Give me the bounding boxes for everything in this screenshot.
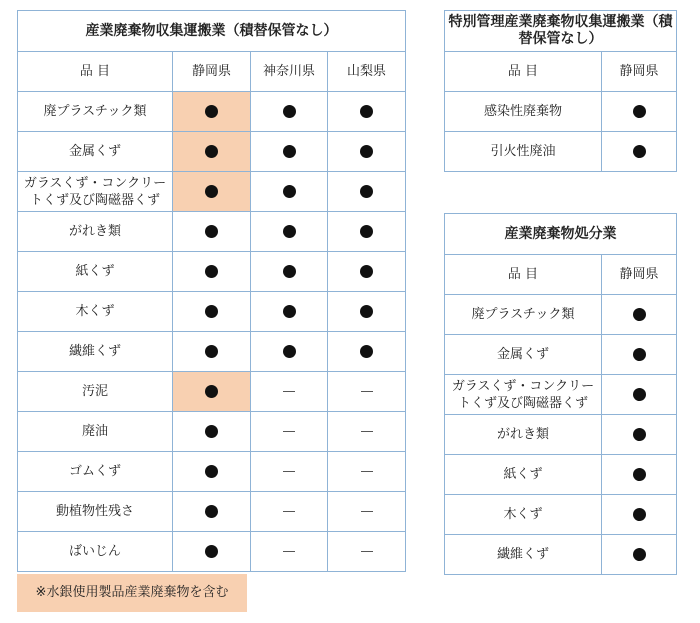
table-row	[18, 332, 406, 372]
table-row	[445, 495, 677, 535]
permitted-dot-icon	[205, 225, 218, 238]
availability-cell	[602, 132, 677, 172]
permitted-dot-icon	[360, 345, 373, 358]
availability-cell	[328, 292, 406, 332]
table-row	[445, 415, 677, 455]
not-permitted-dash-icon	[283, 391, 295, 392]
availability-cell	[251, 292, 328, 332]
item-name: 繊維くず	[445, 535, 602, 575]
item-name: 引火性廃油	[445, 132, 602, 172]
column-header-shizuoka: 静岡県	[173, 52, 251, 92]
item-name: 金属くず	[445, 335, 602, 375]
permitted-dot-icon	[283, 345, 296, 358]
not-permitted-dash-icon	[361, 551, 373, 552]
not-permitted-dash-icon	[283, 551, 295, 552]
permitted-dot-icon	[205, 505, 218, 518]
availability-cell	[328, 132, 406, 172]
availability-cell	[602, 375, 677, 415]
availability-cell	[328, 412, 406, 452]
table-row	[18, 252, 406, 292]
item-name: ガラスくず・コンクリートくず及び陶磁器くず	[18, 172, 173, 212]
availability-cell	[173, 292, 251, 332]
table-row	[18, 412, 406, 452]
item-name: 廃プラスチック類	[18, 92, 173, 132]
permitted-dot-icon	[205, 345, 218, 358]
availability-cell	[602, 335, 677, 375]
table-row	[445, 535, 677, 575]
table-row	[18, 492, 406, 532]
availability-cell	[602, 455, 677, 495]
availability-cell	[328, 252, 406, 292]
availability-cell	[251, 412, 328, 452]
item-name: ガラスくず・コンクリートくず及び陶磁器くず	[445, 375, 602, 415]
availability-cell	[173, 132, 251, 172]
table-title: 産業廃棄物処分業	[445, 214, 677, 255]
availability-cell	[251, 252, 328, 292]
permitted-dot-icon	[360, 225, 373, 238]
disposal-table	[444, 213, 677, 575]
availability-cell	[173, 452, 251, 492]
table-body	[445, 92, 677, 172]
table-row	[18, 532, 406, 572]
availability-cell	[251, 532, 328, 572]
permitted-dot-icon	[633, 308, 646, 321]
availability-cell	[173, 492, 251, 532]
column-header-kanagawa: 神奈川県	[251, 52, 328, 92]
availability-cell	[173, 332, 251, 372]
mercury-note: ※水銀使用製品産業廃棄物を含む	[17, 574, 247, 612]
availability-cell	[328, 212, 406, 252]
permitted-dot-icon	[283, 105, 296, 118]
permitted-dot-icon	[283, 145, 296, 158]
not-permitted-dash-icon	[361, 431, 373, 432]
permitted-dot-icon	[633, 428, 646, 441]
availability-cell	[173, 212, 251, 252]
availability-cell	[251, 132, 328, 172]
table-row	[18, 452, 406, 492]
not-permitted-dash-icon	[361, 391, 373, 392]
permitted-dot-icon	[633, 508, 646, 521]
item-name: 木くず	[18, 292, 173, 332]
item-name: 繊維くず	[18, 332, 173, 372]
table-row	[18, 292, 406, 332]
permitted-dot-icon	[360, 105, 373, 118]
table-row	[445, 375, 677, 415]
availability-cell	[173, 412, 251, 452]
permitted-dot-icon	[283, 185, 296, 198]
availability-cell	[328, 452, 406, 492]
availability-cell	[173, 92, 251, 132]
item-name: 廃プラスチック類	[445, 295, 602, 335]
availability-cell	[602, 415, 677, 455]
availability-cell	[173, 252, 251, 292]
item-name: がれき類	[18, 212, 173, 252]
table-row	[18, 92, 406, 132]
availability-cell	[328, 172, 406, 212]
item-name: ばいじん	[18, 532, 173, 572]
availability-cell	[328, 92, 406, 132]
permitted-dot-icon	[633, 388, 646, 401]
availability-cell	[173, 172, 251, 212]
availability-cell	[328, 332, 406, 372]
availability-cell	[602, 535, 677, 575]
availability-cell	[251, 452, 328, 492]
permitted-dot-icon	[360, 185, 373, 198]
availability-cell	[251, 212, 328, 252]
table-row	[445, 335, 677, 375]
availability-cell	[602, 295, 677, 335]
permitted-dot-icon	[360, 265, 373, 278]
permitted-dot-icon	[205, 545, 218, 558]
item-name: ゴムくず	[18, 452, 173, 492]
availability-cell	[328, 372, 406, 412]
permitted-dot-icon	[633, 468, 646, 481]
permitted-dot-icon	[205, 385, 218, 398]
column-header-yamanashi: 山梨県	[328, 52, 406, 92]
table-row	[445, 132, 677, 172]
availability-cell	[251, 172, 328, 212]
table-title: 特別管理産業廃棄物収集運搬業（積替保管なし）	[445, 11, 677, 52]
not-permitted-dash-icon	[283, 511, 295, 512]
column-header-shizuoka: 静岡県	[602, 255, 677, 295]
permitted-dot-icon	[205, 425, 218, 438]
table-row	[18, 212, 406, 252]
item-name: 紙くず	[445, 455, 602, 495]
collection-transport-table	[17, 10, 406, 572]
availability-cell	[251, 372, 328, 412]
table-row	[445, 92, 677, 132]
table-row	[18, 172, 406, 212]
item-name: 廃油	[18, 412, 173, 452]
availability-cell	[251, 332, 328, 372]
special-collection-transport-table	[444, 10, 677, 172]
permitted-dot-icon	[205, 105, 218, 118]
table-row	[445, 455, 677, 495]
not-permitted-dash-icon	[283, 431, 295, 432]
availability-cell	[251, 492, 328, 532]
permitted-dot-icon	[360, 305, 373, 318]
permitted-dot-icon	[283, 225, 296, 238]
permitted-dot-icon	[633, 548, 646, 561]
permitted-dot-icon	[205, 185, 218, 198]
item-name: 汚泥	[18, 372, 173, 412]
availability-cell	[173, 532, 251, 572]
item-name: 紙くず	[18, 252, 173, 292]
availability-cell	[602, 495, 677, 535]
availability-cell	[328, 492, 406, 532]
permitted-dot-icon	[633, 145, 646, 158]
column-header-shizuoka: 静岡県	[602, 52, 677, 92]
table-body	[445, 295, 677, 575]
item-name: がれき類	[445, 415, 602, 455]
availability-cell	[328, 532, 406, 572]
item-name: 金属くず	[18, 132, 173, 172]
table-row	[445, 295, 677, 335]
availability-cell	[602, 92, 677, 132]
permitted-dot-icon	[633, 105, 646, 118]
column-header-item: 品 目	[18, 52, 173, 92]
permitted-dot-icon	[360, 145, 373, 158]
column-header-item: 品 目	[445, 255, 602, 295]
not-permitted-dash-icon	[361, 511, 373, 512]
item-name: 感染性廃棄物	[445, 92, 602, 132]
table-row	[18, 132, 406, 172]
table-body	[18, 92, 406, 572]
column-header-item: 品 目	[445, 52, 602, 92]
permitted-dot-icon	[205, 305, 218, 318]
availability-cell	[173, 372, 251, 412]
table-title: 産業廃棄物収集運搬業（積替保管なし）	[18, 11, 406, 52]
not-permitted-dash-icon	[361, 471, 373, 472]
item-name: 木くず	[445, 495, 602, 535]
permitted-dot-icon	[283, 265, 296, 278]
table-row	[18, 372, 406, 412]
permitted-dot-icon	[205, 265, 218, 278]
item-name: 動植物性残さ	[18, 492, 173, 532]
permitted-dot-icon	[205, 465, 218, 478]
permitted-dot-icon	[283, 305, 296, 318]
permitted-dot-icon	[205, 145, 218, 158]
availability-cell	[251, 92, 328, 132]
not-permitted-dash-icon	[283, 471, 295, 472]
permitted-dot-icon	[633, 348, 646, 361]
